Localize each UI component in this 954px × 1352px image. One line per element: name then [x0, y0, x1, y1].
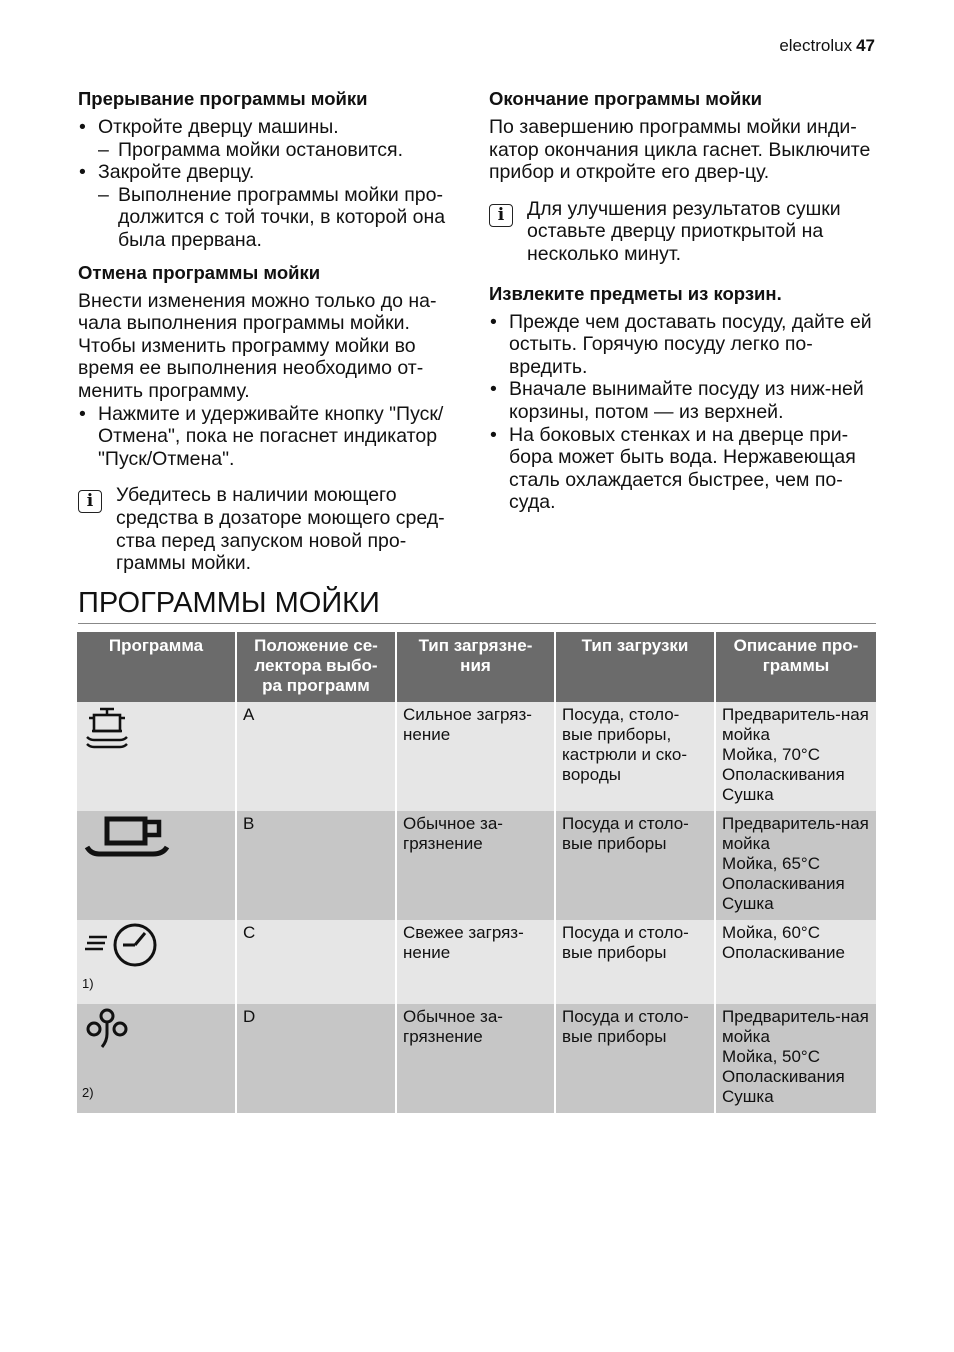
footnote-mark: 2) — [82, 1085, 94, 1100]
description-line: Ополаскивания — [722, 874, 845, 893]
description-line: Ополаскивания — [722, 1067, 845, 1086]
interrupt-title: Прерывание программы мойки — [78, 88, 368, 109]
finish-text: По завершению программы мойки инди-катор окончания цикла гаснет. Выключите прибор и откройте его двер-цу. — [489, 116, 871, 184]
description-line: Предваритель-ная мойка — [722, 1007, 869, 1046]
soil-cell: Обычное за-грязнение — [396, 1004, 555, 1113]
description-line: Мойка, 50°C — [722, 1047, 820, 1066]
description-line: Сушка — [722, 785, 774, 804]
page-number: 47 — [856, 36, 875, 55]
selector-cell: D — [236, 1004, 396, 1113]
detergent-note — [78, 484, 470, 574]
load-cell: Посуда, столо-вые приборы, кастрюли и ско-вороды — [555, 702, 715, 811]
list-subitem: – Программа мойки остановится. — [78, 139, 470, 162]
list-subitem: – Выполнение программы мойки про-должится с той точки, в которой она была прервана. — [78, 184, 470, 252]
description-line: Мойка, 70°C — [722, 745, 820, 764]
table-header-row — [77, 632, 876, 702]
description-line: Ополаскивания — [722, 765, 845, 784]
load-cell: Посуда и столо-вые приборы — [555, 920, 715, 1004]
description-line: Сушка — [722, 894, 774, 913]
info-icon: i — [78, 490, 102, 513]
description-line: Ополаскивание — [722, 943, 845, 962]
program-icon-cell — [77, 811, 236, 920]
note-text: Для улучшения результатов сушки оставьте дверцу приоткрытой на несколько минут. — [527, 197, 841, 265]
cancel-text: Внести изменения можно только до на-чала выполнения программы мойки. Чтобы изменить программу мойки во время ее выполнения необходимо от-менить программу. — [78, 289, 437, 402]
soil-cell: Сильное загряз-нение — [396, 702, 555, 811]
drying-note — [489, 198, 881, 266]
description-cell — [715, 920, 876, 1004]
remove-title: Извлеките предметы из корзин. — [489, 282, 782, 304]
interrupt-list — [78, 116, 470, 252]
normal-cup-icon — [83, 814, 173, 864]
soil-cell: Обычное за-грязнение — [396, 811, 555, 920]
header-program: Программа — [77, 632, 236, 702]
list-item: • Нажмите и удерживайте кнопку "Пуск/Отмена", пока не погаснет индикатор "Пуск/Отмена". — [78, 403, 470, 471]
description-line: Мойка, 65°C — [722, 854, 820, 873]
programs-title: ПРОГРАММЫ МОЙКИ — [78, 586, 876, 624]
description-cell — [715, 702, 876, 811]
description-line: Мойка, 60°C — [722, 923, 820, 942]
info-icon: i — [489, 204, 513, 227]
table-row — [77, 702, 876, 811]
program-icon-cell — [77, 1004, 236, 1113]
note-text: Убедитесь в наличии моющего средства в дозаторе моющего сред-ства перед запуском новой про-граммы мойки. — [116, 484, 445, 575]
programs-table — [77, 632, 876, 1113]
cancel-title: Отмена программы мойки — [78, 261, 321, 283]
quick-clock-icon — [83, 923, 163, 973]
intensive-pot-icon — [83, 705, 131, 755]
description-line: Предваритель-ная мойка — [722, 814, 869, 853]
description-cell — [715, 1004, 876, 1113]
header-selector: Положение се-лектора выбо-ра программ — [236, 632, 396, 702]
list-item: • На боковых стенках и на дверце при-бора может быть вода. Нержавеющая сталь охлаждается быстрее, чем по-суда. — [489, 424, 881, 514]
right-column — [489, 88, 881, 514]
left-column — [78, 88, 470, 575]
selector-cell: A — [236, 702, 396, 811]
table-row — [77, 920, 876, 1004]
header-load: Тип загрузки — [555, 632, 715, 702]
remove-list — [489, 311, 881, 514]
finish-title: Окончание программы мойки — [489, 88, 763, 109]
load-cell: Посуда и столо-вые приборы — [555, 811, 715, 920]
eco-flower-icon — [83, 1007, 131, 1051]
table-row — [77, 1004, 876, 1113]
brand-name: electrolux — [779, 36, 853, 55]
list-item: • Прежде чем доставать посуду, дайте ей остыть. Горячую посуду легко по-вредить. — [489, 311, 881, 379]
page-header — [779, 36, 875, 56]
list-item: • Вначале вынимайте посуду из ниж-ней корзины, потом — из верхней. — [489, 378, 881, 423]
load-cell: Посуда и столо-вые приборы — [555, 1004, 715, 1113]
header-soil: Тип загрязне-ния — [396, 632, 555, 702]
footnote-mark: 1) — [82, 976, 94, 991]
list-item: • Закройте дверцу. — [78, 161, 470, 184]
table-row — [77, 811, 876, 920]
description-line: Сушка — [722, 1087, 774, 1106]
description-cell — [715, 811, 876, 920]
soil-cell: Свежее загряз-нение — [396, 920, 555, 1004]
description-line: Предваритель-ная мойка — [722, 705, 869, 744]
program-icon-cell — [77, 920, 236, 1004]
program-icon-cell — [77, 702, 236, 811]
header-description: Описание про-граммы — [715, 632, 876, 702]
list-item: • Откройте дверцу машины. — [78, 116, 470, 139]
selector-cell: C — [236, 920, 396, 1004]
cancel-list — [78, 403, 470, 471]
selector-cell: B — [236, 811, 396, 920]
